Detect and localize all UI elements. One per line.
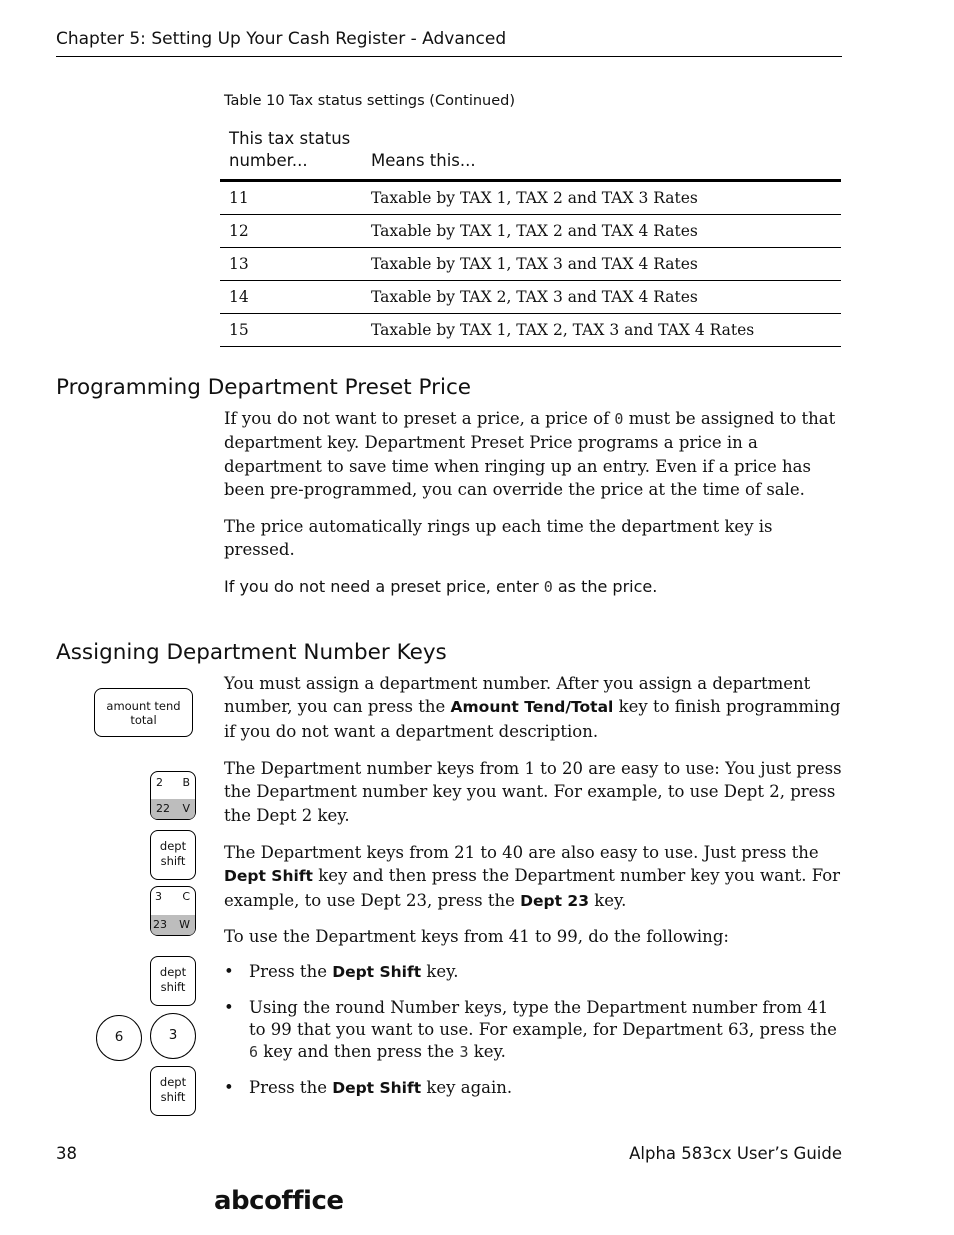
table-cell-meaning: Taxable by TAX 1, TAX 2, TAX 3 and TAX 4 Rates [371, 314, 841, 347]
table-cell-number: 14 [220, 281, 371, 314]
text-run: key and then press the [258, 1042, 460, 1061]
key-label: dept [159, 839, 187, 853]
table-row [220, 181, 841, 215]
dept-2-key-icon [150, 771, 196, 820]
guide-title: Alpha 583cx User’s Guide [629, 1144, 842, 1163]
key-label: 3 [155, 890, 162, 903]
assign-paragraph-1 [224, 672, 842, 743]
table-cell-number: 13 [220, 248, 371, 281]
text-run: Using the round Number keys, type the Department number from 41 to 99 that you want to use. For example, for Department 63, press the [249, 998, 837, 1039]
key-name-bold: Amount Tend/Total [450, 698, 614, 717]
text-run: key. [421, 962, 459, 981]
dept-shift-key-icon [150, 1066, 196, 1116]
assign-paragraph-4: To use the Department keys from 41 to 99, do the following: [224, 927, 729, 946]
key-label: shift [160, 980, 186, 994]
key-name-bold: Dept Shift [224, 867, 313, 886]
table-row [220, 215, 841, 248]
key-label: shift [160, 854, 186, 868]
column-header-status-number: This tax status number... [220, 128, 371, 181]
table-caption: Table 10 Tax status settings (Continued) [224, 93, 516, 109]
key-label: 2 [156, 776, 163, 789]
key-label: V [182, 802, 190, 815]
list-item [224, 961, 842, 983]
text-run: key. [589, 890, 627, 910]
text-run: key again. [421, 1078, 513, 1097]
number-3-key-icon: 3 [150, 1013, 196, 1059]
number-6-key-icon: 6 [96, 1015, 142, 1061]
preset-note [224, 577, 657, 596]
list-item [224, 997, 842, 1063]
table-cell-meaning: Taxable by TAX 1, TAX 2 and TAX 4 Rates [371, 215, 841, 248]
text-run: You must assign a department number. After you assign a department number, you can press the [224, 674, 811, 717]
text-run: key. [468, 1042, 506, 1061]
brand-logo: abcoffice [214, 1186, 344, 1216]
dept-shift-key-icon [150, 956, 196, 1006]
table-header-row [220, 128, 841, 181]
header-rule [56, 56, 842, 57]
text-run: key to finish programming if you do not want a department description. [224, 697, 841, 741]
table-row [220, 314, 841, 347]
key-label: W [179, 918, 190, 931]
key-name-bold: Dept 23 [520, 891, 589, 910]
key-label: B [182, 776, 190, 789]
section-heading-preset-price: Programming Department Preset Price [56, 375, 471, 400]
table-row [220, 281, 841, 314]
key-label: 22 [156, 802, 170, 815]
inline-code: 0 [614, 410, 624, 428]
tax-status-table [220, 128, 841, 347]
text-run: as the price. [552, 577, 658, 596]
table-cell-number: 15 [220, 314, 371, 347]
chapter-header: Chapter 5: Setting Up Your Cash Register - Advanced [56, 29, 507, 49]
table-row [220, 248, 841, 281]
text-run: Press the [249, 962, 333, 981]
inline-code: 0 [543, 578, 553, 596]
key-label: total [130, 713, 157, 727]
key-label: dept [159, 1075, 187, 1089]
key-label: shift [160, 1090, 186, 1104]
text-run: key and then press the Department number key you want. For example, to use Dept 23, press the [224, 866, 841, 910]
page-number: 38 [56, 1144, 77, 1163]
text-run: The Department keys from 21 to 40 are also easy to use. Just press the [224, 843, 819, 862]
inline-code: 6 [249, 1043, 259, 1061]
amount-tend-total-key-icon [94, 688, 193, 737]
key-label: C [182, 890, 190, 903]
inline-code: 3 [459, 1043, 469, 1061]
key-name-bold: Dept Shift [332, 1079, 422, 1097]
key-label: amount tend [106, 699, 181, 713]
key-label: dept [159, 965, 187, 979]
section-heading-assign-keys: Assigning Department Number Keys [56, 640, 447, 665]
list-item [224, 1077, 842, 1099]
table-cell-number: 11 [220, 181, 371, 215]
text-run: If you do not want to preset a price, a price of [224, 409, 615, 428]
table-cell-number: 12 [220, 215, 371, 248]
text-run: Press the [249, 1078, 333, 1097]
table-cell-meaning: Taxable by TAX 1, TAX 2 and TAX 3 Rates [371, 181, 841, 215]
assign-paragraph-2: The Department number keys from 1 to 20 are easy to use: You just press the Department number key you want. For example, to use Dept 2, press the Dept 2 key. [224, 759, 842, 825]
table-cell-meaning: Taxable by TAX 1, TAX 3 and TAX 4 Rates [371, 248, 841, 281]
text-run: If you do not need a preset price, enter [224, 577, 544, 596]
preset-paragraph-2: The price automatically rings up each time the department key is pressed. [224, 517, 773, 560]
table-cell-meaning: Taxable by TAX 2, TAX 3 and TAX 4 Rates [371, 281, 841, 314]
preset-paragraph-1 [224, 407, 842, 501]
key-label: 23 [153, 918, 167, 931]
text-run: must be assigned to that department key. Department Preset Price programs a price in a department to save time when ringing up an entry. Even if a price has been pre-programmed, you can override the price at the time of sale. [224, 409, 836, 499]
assign-paragraph-3 [224, 841, 842, 913]
column-header-meaning: Means this... [371, 128, 841, 181]
dept-shift-key-icon [150, 830, 196, 880]
key-name-bold: Dept Shift [332, 963, 422, 981]
dept-23-key-icon [150, 886, 196, 936]
steps-list [224, 961, 842, 1099]
